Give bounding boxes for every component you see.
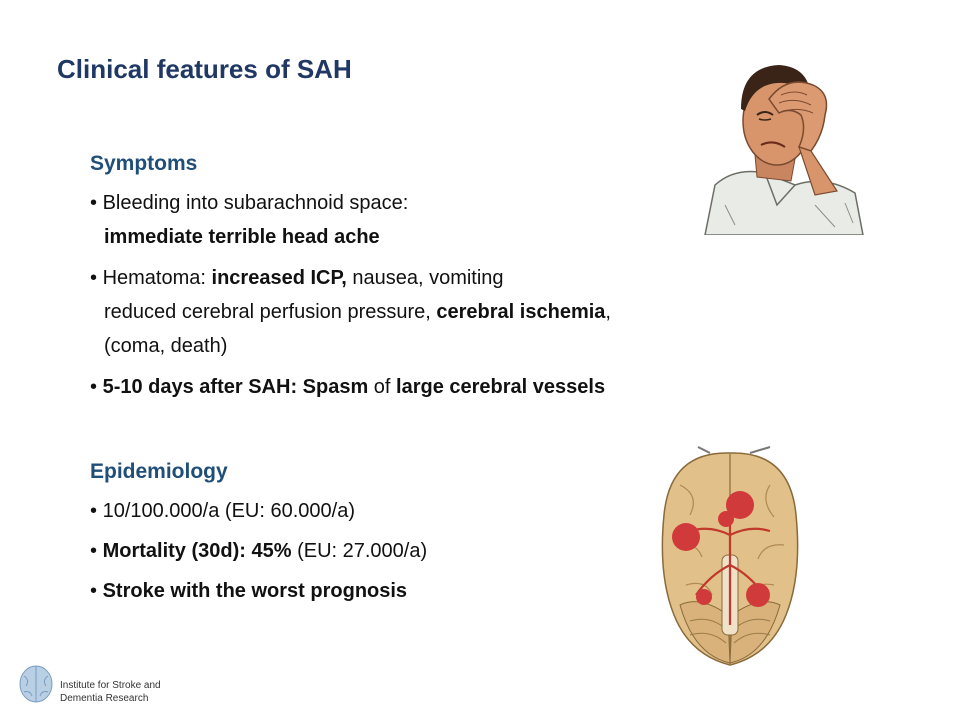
slide-title: Clinical features of SAH <box>57 54 352 84</box>
epidemiology-heading: Epidemiology <box>90 460 228 483</box>
symptom-bullet-spasm <box>90 370 605 404</box>
epi-bullet-incidence <box>90 494 355 528</box>
bullet-bold: cerebral ischemia <box>436 301 606 323</box>
institute-name-line1: Institute for Stroke and <box>60 680 161 691</box>
bullet-continuation: (coma, death) <box>104 335 228 357</box>
bullet-text: nausea, vomiting <box>346 267 504 289</box>
institute-name-line2: Dementia Research <box>60 693 149 704</box>
institute-name <box>60 679 161 705</box>
bullet-bold: Stroke with the worst prognosis <box>102 580 408 602</box>
bullet-char: • <box>90 540 98 562</box>
bullet-continuation: reduced cerebral perfusion pressure, <box>104 301 437 323</box>
bullet-bold: increased ICP, <box>211 267 347 289</box>
bullet-text: Bleeding into subarachnoid space: <box>102 192 409 214</box>
bullet-text: Hematoma: <box>102 267 212 289</box>
bullet-char: • <box>90 500 98 522</box>
bullet-bold: 5-10 days after SAH: Spasm <box>102 376 369 398</box>
epi-bullet-prognosis <box>90 574 407 608</box>
symptoms-heading: Symptoms <box>90 152 198 175</box>
bullet-bold: large cerebral vessels <box>396 376 606 398</box>
bullet-text: , <box>605 301 611 323</box>
bullet-char: • <box>90 192 98 214</box>
brain-base-illustration <box>650 445 810 670</box>
epi-bullet-mortality <box>90 534 427 568</box>
bullet-text: 10/100.000/a (EU: 60.000/a) <box>102 500 355 522</box>
symptom-bullet-bleeding <box>90 186 408 254</box>
bullet-char: • <box>90 580 98 602</box>
bullet-text: of <box>368 376 397 398</box>
bullet-char: • <box>90 267 98 289</box>
headache-illustration <box>695 55 865 235</box>
institute-logo <box>18 664 54 709</box>
bullet-bold: Mortality (30d): 45% <box>102 540 292 562</box>
symptom-bullet-hematoma <box>90 261 611 363</box>
bullet-continuation: immediate terrible head ache <box>104 226 380 248</box>
bullet-text: (EU: 27.000/a) <box>291 540 428 562</box>
bullet-char: • <box>90 376 98 398</box>
